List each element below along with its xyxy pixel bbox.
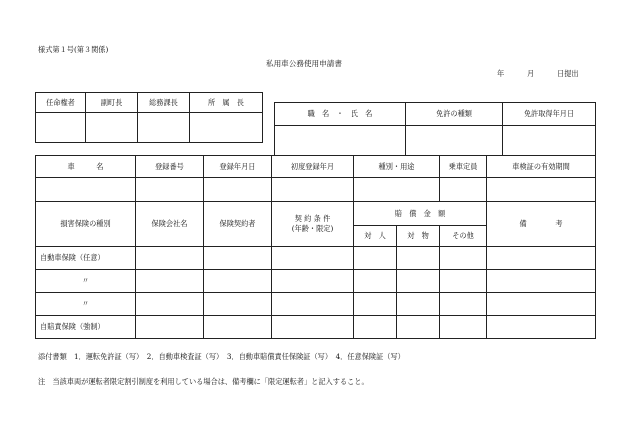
input-remarks[interactable] [487, 293, 596, 316]
header-type-use: 種別・用途 [354, 156, 440, 178]
input-per-person[interactable] [354, 316, 397, 339]
input-remarks[interactable] [487, 270, 596, 293]
input-contract-terms[interactable] [272, 270, 354, 293]
input-registration-date[interactable] [204, 178, 272, 202]
input-policy-holder[interactable] [204, 247, 272, 270]
applicant-table [274, 102, 596, 156]
approval-table [35, 92, 263, 143]
input-contract-terms[interactable] [272, 316, 354, 339]
input-policy-holder[interactable] [204, 316, 272, 339]
header-other: その他 [440, 226, 487, 247]
input-inspection-validity[interactable] [487, 178, 596, 202]
form-title: 私用車公務使用申請書 [266, 59, 342, 68]
input-per-person[interactable] [354, 270, 397, 293]
insurance-row-label: 自動車保険（任意） [36, 247, 136, 270]
header-vehicle-name: 車 名 [36, 156, 136, 178]
input-per-property[interactable] [397, 270, 440, 293]
input-name-position[interactable] [275, 126, 406, 156]
input-license-date[interactable] [503, 126, 596, 156]
form-number: 様式第１号(第３関係) [38, 45, 109, 54]
header-insurance-company: 保険会社名 [136, 202, 204, 247]
header-per-person: 対 人 [354, 226, 397, 247]
input-contract-terms[interactable] [272, 247, 354, 270]
stamp-cell[interactable] [36, 113, 86, 143]
header-general-affairs-chief: 総務課長 [138, 93, 190, 113]
header-registration-number: 登録番号 [136, 156, 204, 178]
header-compensation-amount: 賠 償 金 額 [354, 202, 487, 226]
date-day-submit: 日提出 [557, 69, 579, 78]
header-per-property: 対 物 [397, 226, 440, 247]
header-appointing-authority: 任命権者 [36, 93, 86, 113]
header-capacity: 乗車定員 [440, 156, 487, 178]
stamp-cell[interactable] [190, 113, 263, 143]
input-per-property[interactable] [397, 316, 440, 339]
input-contract-terms[interactable] [272, 293, 354, 316]
header-department-head: 所 属 長 [190, 93, 263, 113]
input-policy-holder[interactable] [204, 293, 272, 316]
insurance-row-label: 自賠責保険（強制） [36, 316, 136, 339]
input-per-property[interactable] [397, 247, 440, 270]
stamp-cell[interactable] [86, 113, 138, 143]
contract-terms-line1: 契 約 条 件 [294, 214, 331, 223]
input-registration-number[interactable] [136, 178, 204, 202]
input-per-person[interactable] [354, 247, 397, 270]
input-remarks[interactable] [487, 316, 596, 339]
header-remarks: 備 考 [487, 202, 596, 247]
header-policy-holder: 保険契約者 [204, 202, 272, 247]
input-policy-holder[interactable] [204, 270, 272, 293]
header-license-type: 免許の種類 [406, 103, 503, 126]
usage-note: 注 当該車両が運転者限定割引制度を利用している場合は、備考欄に「限定運転者」と記入すること。 [38, 377, 369, 386]
input-remarks[interactable] [487, 247, 596, 270]
input-other[interactable] [440, 247, 487, 270]
input-per-property[interactable] [397, 293, 440, 316]
header-registration-date: 登録年月日 [204, 156, 272, 178]
stamp-cell[interactable] [138, 113, 190, 143]
input-insurance-company[interactable] [136, 247, 204, 270]
input-per-person[interactable] [354, 293, 397, 316]
input-capacity[interactable] [440, 178, 487, 202]
header-insurance-type: 損害保険の種別 [36, 202, 136, 247]
insurance-row-label: 〃 [36, 293, 136, 316]
input-other[interactable] [440, 316, 487, 339]
insurance-row-label: 〃 [36, 270, 136, 293]
header-first-registration: 初度登録年月 [272, 156, 354, 178]
header-contract-terms [272, 202, 354, 247]
date-year: 年 [497, 69, 505, 78]
input-insurance-company[interactable] [136, 316, 204, 339]
header-deputy-mayor: 副町長 [86, 93, 138, 113]
input-first-registration[interactable] [272, 178, 354, 202]
attachments-list: 添付書類 1．運転免許証（写） 2．自動車検査証（写） 3．自動車賠償責任保険証（写） 4．任意保険証（写） [38, 352, 405, 361]
vehicle-insurance-table [35, 155, 596, 339]
input-other[interactable] [440, 293, 487, 316]
input-license-type[interactable] [406, 126, 503, 156]
header-license-date: 免許取得年月日 [503, 103, 596, 126]
input-insurance-company[interactable] [136, 293, 204, 316]
date-month: 月 [527, 69, 535, 78]
header-name-position: 職 名 ・ 氏 名 [275, 103, 406, 126]
input-insurance-company[interactable] [136, 270, 204, 293]
contract-terms-line2: (年齢・限定) [291, 224, 334, 233]
input-type-use[interactable] [354, 178, 440, 202]
input-other[interactable] [440, 270, 487, 293]
input-vehicle-name[interactable] [36, 178, 136, 202]
header-inspection-validity: 車検証の有効期間 [487, 156, 596, 178]
